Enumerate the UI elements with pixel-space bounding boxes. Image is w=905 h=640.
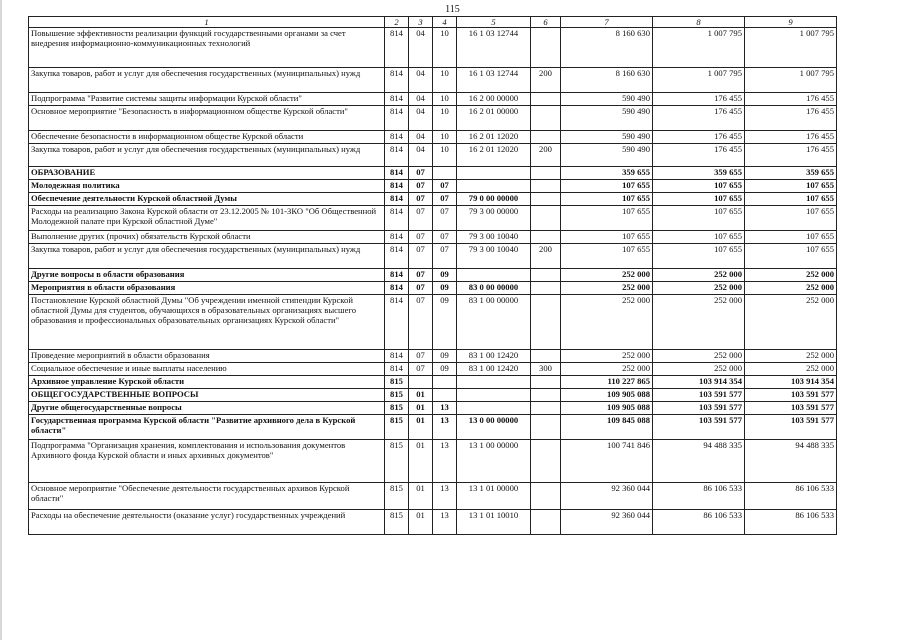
row-admin-code: 815: [385, 402, 409, 415]
row-subsection: 10: [433, 28, 457, 68]
table-row: [29, 167, 837, 180]
row-amount-2: 86 106 533: [653, 483, 745, 510]
row-admin-code: 814: [385, 269, 409, 282]
row-section: [409, 376, 433, 389]
row-amount-2: 176 455: [653, 106, 745, 131]
row-target-article: 16 2 00 00000: [457, 93, 531, 106]
col-header: 5: [457, 17, 531, 28]
table-row: [29, 269, 837, 282]
row-admin-code: 814: [385, 93, 409, 106]
row-admin-code: 814: [385, 363, 409, 376]
row-amount-3: 107 655: [745, 244, 837, 269]
row-amount-1: 8 160 630: [561, 68, 653, 93]
row-section: 07: [409, 350, 433, 363]
row-subsection: 07: [433, 180, 457, 193]
table-row: [29, 231, 837, 244]
row-amount-3: 176 455: [745, 131, 837, 144]
row-expense-type: 300: [531, 363, 561, 376]
row-expense-type: [531, 350, 561, 363]
row-section: 04: [409, 144, 433, 167]
row-amount-1: 92 360 044: [561, 483, 653, 510]
row-section: 07: [409, 363, 433, 376]
row-target-article: 13 0 00 00000: [457, 415, 531, 440]
row-subsection: 13: [433, 440, 457, 483]
row-subsection: 07: [433, 206, 457, 231]
table-row: [29, 440, 837, 483]
row-section: 07: [409, 282, 433, 295]
row-target-article: [457, 269, 531, 282]
column-number-header: [29, 17, 837, 28]
row-target-article: 16 1 03 12744: [457, 28, 531, 68]
row-target-article: 13 1 01 00000: [457, 483, 531, 510]
row-target-article: [457, 167, 531, 180]
row-admin-code: 814: [385, 244, 409, 269]
row-amount-2: 1 007 795: [653, 28, 745, 68]
col-header: 1: [29, 17, 385, 28]
row-expense-type: [531, 389, 561, 402]
row-amount-2: 107 655: [653, 193, 745, 206]
row-amount-3: 252 000: [745, 269, 837, 282]
row-section: 07: [409, 180, 433, 193]
row-amount-1: 110 227 865: [561, 376, 653, 389]
row-subsection: 09: [433, 350, 457, 363]
row-expense-type: [531, 402, 561, 415]
row-admin-code: 815: [385, 440, 409, 483]
row-amount-2: 252 000: [653, 350, 745, 363]
row-amount-2: 103 591 577: [653, 402, 745, 415]
row-amount-3: 176 455: [745, 144, 837, 167]
row-amount-2: 103 591 577: [653, 415, 745, 440]
row-name: Молодежная политика: [29, 180, 385, 193]
row-name: Выполнение других (прочих) обязательств Курской области: [29, 231, 385, 244]
table-row: [29, 389, 837, 402]
row-amount-1: 109 845 088: [561, 415, 653, 440]
row-amount-3: 1 007 795: [745, 28, 837, 68]
col-header: 7: [561, 17, 653, 28]
table-row: [29, 483, 837, 510]
table-row: [29, 402, 837, 415]
row-section: 04: [409, 68, 433, 93]
row-subsection: [433, 376, 457, 389]
row-name: Другие общегосударственные вопросы: [29, 402, 385, 415]
row-admin-code: 815: [385, 510, 409, 535]
table-row: [29, 244, 837, 269]
row-amount-2: 107 655: [653, 244, 745, 269]
row-target-article: 16 2 01 12020: [457, 144, 531, 167]
table-row: [29, 282, 837, 295]
row-name: Основное мероприятие "Безопасность в информационном обществе Курской области": [29, 106, 385, 131]
row-expense-type: [531, 295, 561, 350]
row-amount-1: 590 490: [561, 106, 653, 131]
row-expense-type: [531, 440, 561, 483]
row-admin-code: 814: [385, 193, 409, 206]
row-amount-1: 252 000: [561, 363, 653, 376]
col-header: 2: [385, 17, 409, 28]
row-target-article: 79 0 00 00000: [457, 193, 531, 206]
table-row: [29, 376, 837, 389]
row-amount-3: 252 000: [745, 350, 837, 363]
row-name: Расходы на реализацию Закона Курской области от 23.12.2005 № 101-ЗКО "Об Общественной Молодежной палате при Курской областной Думе": [29, 206, 385, 231]
table-row: [29, 206, 837, 231]
row-target-article: 79 3 00 00000: [457, 206, 531, 231]
table-row: [29, 28, 837, 68]
row-subsection: 09: [433, 282, 457, 295]
row-admin-code: 814: [385, 167, 409, 180]
row-amount-3: 94 488 335: [745, 440, 837, 483]
row-amount-3: 86 106 533: [745, 510, 837, 535]
row-subsection: 07: [433, 231, 457, 244]
row-section: 07: [409, 193, 433, 206]
row-target-article: [457, 389, 531, 402]
row-amount-1: 252 000: [561, 282, 653, 295]
row-admin-code: 814: [385, 144, 409, 167]
table-row: [29, 415, 837, 440]
row-name: ОБРАЗОВАНИЕ: [29, 167, 385, 180]
row-amount-1: 359 655: [561, 167, 653, 180]
row-amount-2: 94 488 335: [653, 440, 745, 483]
row-amount-3: 103 914 354: [745, 376, 837, 389]
table-row: [29, 68, 837, 93]
row-name: Другие вопросы в области образования: [29, 269, 385, 282]
row-name: Мероприятия в области образования: [29, 282, 385, 295]
row-section: 07: [409, 206, 433, 231]
row-target-article: 83 0 00 00000: [457, 282, 531, 295]
row-amount-1: 590 490: [561, 144, 653, 167]
row-amount-1: 252 000: [561, 350, 653, 363]
row-section: 04: [409, 93, 433, 106]
row-amount-1: 590 490: [561, 93, 653, 106]
row-subsection: 13: [433, 415, 457, 440]
row-section: 01: [409, 402, 433, 415]
row-expense-type: [531, 206, 561, 231]
row-section: 07: [409, 295, 433, 350]
row-target-article: 16 2 01 00000: [457, 106, 531, 131]
row-target-article: [457, 402, 531, 415]
table-row: [29, 144, 837, 167]
row-target-article: 83 1 00 12420: [457, 363, 531, 376]
row-amount-2: 103 591 577: [653, 389, 745, 402]
row-subsection: 13: [433, 402, 457, 415]
row-expense-type: [531, 93, 561, 106]
row-subsection: [433, 389, 457, 402]
table-row: [29, 295, 837, 350]
row-section: 01: [409, 483, 433, 510]
row-subsection: 07: [433, 193, 457, 206]
row-section: 07: [409, 167, 433, 180]
row-section: 01: [409, 415, 433, 440]
table-row: [29, 131, 837, 144]
row-name: Повышение эффективности реализации функций государственными органами за счет внедрения информационно-коммуникационных технологий: [29, 28, 385, 68]
row-expense-type: [531, 131, 561, 144]
row-amount-2: 252 000: [653, 363, 745, 376]
row-amount-3: 252 000: [745, 282, 837, 295]
row-target-article: 16 1 03 12744: [457, 68, 531, 93]
row-amount-3: 1 007 795: [745, 68, 837, 93]
row-amount-2: 252 000: [653, 269, 745, 282]
row-name: Обеспечение безопасности в информационном обществе Курской области: [29, 131, 385, 144]
row-amount-1: 107 655: [561, 231, 653, 244]
row-subsection: 09: [433, 363, 457, 376]
row-amount-1: 107 655: [561, 180, 653, 193]
table-row: [29, 350, 837, 363]
row-subsection: [433, 167, 457, 180]
row-expense-type: [531, 193, 561, 206]
row-admin-code: 814: [385, 28, 409, 68]
row-amount-3: 107 655: [745, 206, 837, 231]
row-name: Основное мероприятие "Обеспечение деятельности государственных архивов Курской области": [29, 483, 385, 510]
row-admin-code: 814: [385, 231, 409, 244]
row-section: 04: [409, 28, 433, 68]
row-admin-code: 815: [385, 389, 409, 402]
row-amount-1: 109 905 088: [561, 402, 653, 415]
row-admin-code: 814: [385, 206, 409, 231]
row-amount-3: 103 591 577: [745, 415, 837, 440]
row-expense-type: [531, 28, 561, 68]
row-target-article: 79 3 00 10040: [457, 244, 531, 269]
row-amount-2: 252 000: [653, 295, 745, 350]
row-admin-code: 814: [385, 180, 409, 193]
row-amount-1: 109 905 088: [561, 389, 653, 402]
row-amount-3: 86 106 533: [745, 483, 837, 510]
row-amount-1: 8 160 630: [561, 28, 653, 68]
row-amount-3: 176 455: [745, 93, 837, 106]
table-row: [29, 180, 837, 193]
row-expense-type: [531, 483, 561, 510]
row-section: 04: [409, 131, 433, 144]
row-amount-1: 107 655: [561, 244, 653, 269]
row-target-article: 16 2 01 12020: [457, 131, 531, 144]
row-name: ОБЩЕГОСУДАРСТВЕННЫЕ ВОПРОСЫ: [29, 389, 385, 402]
row-amount-2: 176 455: [653, 131, 745, 144]
row-target-article: 83 1 00 12420: [457, 350, 531, 363]
row-target-article: 79 3 00 10040: [457, 231, 531, 244]
row-expense-type: [531, 282, 561, 295]
row-amount-2: 1 007 795: [653, 68, 745, 93]
row-amount-3: 252 000: [745, 295, 837, 350]
row-amount-2: 86 106 533: [653, 510, 745, 535]
row-name: Закупка товаров, работ и услуг для обеспечения государственных (муниципальных) нужд: [29, 244, 385, 269]
row-amount-1: 252 000: [561, 295, 653, 350]
row-target-article: 13 1 00 00000: [457, 440, 531, 483]
row-amount-2: 107 655: [653, 180, 745, 193]
row-name: Закупка товаров, работ и услуг для обеспечения государственных (муниципальных) нужд: [29, 144, 385, 167]
row-amount-3: 359 655: [745, 167, 837, 180]
col-header: 8: [653, 17, 745, 28]
row-amount-2: 359 655: [653, 167, 745, 180]
row-target-article: [457, 180, 531, 193]
row-amount-3: 107 655: [745, 180, 837, 193]
row-subsection: 07: [433, 244, 457, 269]
row-admin-code: 814: [385, 350, 409, 363]
row-amount-1: 92 360 044: [561, 510, 653, 535]
row-expense-type: 200: [531, 244, 561, 269]
row-subsection: 10: [433, 144, 457, 167]
row-amount-3: 176 455: [745, 106, 837, 131]
row-admin-code: 814: [385, 295, 409, 350]
row-amount-3: 107 655: [745, 193, 837, 206]
row-amount-2: 176 455: [653, 144, 745, 167]
row-subsection: 09: [433, 269, 457, 282]
row-section: 01: [409, 440, 433, 483]
row-expense-type: [531, 510, 561, 535]
row-admin-code: 815: [385, 415, 409, 440]
row-admin-code: 814: [385, 106, 409, 131]
row-expense-type: [531, 376, 561, 389]
row-amount-2: 107 655: [653, 206, 745, 231]
budget-table: [28, 16, 837, 535]
row-name: Расходы на обеспечение деятельности (оказание услуг) государственных учреждений: [29, 510, 385, 535]
table-row: [29, 93, 837, 106]
row-amount-2: 252 000: [653, 282, 745, 295]
row-expense-type: 200: [531, 144, 561, 167]
row-expense-type: [531, 180, 561, 193]
row-name: Проведение мероприятий в области образования: [29, 350, 385, 363]
row-admin-code: 815: [385, 483, 409, 510]
row-amount-1: 100 741 846: [561, 440, 653, 483]
row-amount-3: 103 591 577: [745, 402, 837, 415]
row-name: Закупка товаров, работ и услуг для обеспечения государственных (муниципальных) нужд: [29, 68, 385, 93]
row-section: 07: [409, 244, 433, 269]
row-target-article: 83 1 00 00000: [457, 295, 531, 350]
row-name: Постановление Курской областной Думы "Об учреждении именной стипендии Курской областной Думы для студентов, обучающихся в образовательных организациях высшего образования и профессиональных образовательных организациях Курской области": [29, 295, 385, 350]
row-amount-3: 107 655: [745, 231, 837, 244]
table-row: [29, 510, 837, 535]
row-expense-type: [531, 415, 561, 440]
row-section: 01: [409, 389, 433, 402]
page-edge: [0, 0, 2, 640]
table-row: [29, 363, 837, 376]
row-amount-3: 252 000: [745, 363, 837, 376]
row-amount-2: 107 655: [653, 231, 745, 244]
row-admin-code: 814: [385, 68, 409, 93]
row-subsection: 10: [433, 106, 457, 131]
row-amount-2: 103 914 354: [653, 376, 745, 389]
row-expense-type: 200: [531, 68, 561, 93]
row-amount-1: 107 655: [561, 193, 653, 206]
row-amount-1: 252 000: [561, 269, 653, 282]
row-amount-3: 103 591 577: [745, 389, 837, 402]
row-subsection: 13: [433, 510, 457, 535]
row-name: Обеспечение деятельности Курской областной Думы: [29, 193, 385, 206]
row-subsection: 09: [433, 295, 457, 350]
row-subsection: 10: [433, 68, 457, 93]
row-amount-2: 176 455: [653, 93, 745, 106]
row-amount-1: 107 655: [561, 206, 653, 231]
row-section: 04: [409, 106, 433, 131]
row-admin-code: 815: [385, 376, 409, 389]
table-row: [29, 193, 837, 206]
row-name: Государственная программа Курской области "Развитие архивного дела в Курской области": [29, 415, 385, 440]
row-name: Архивное управление Курской области: [29, 376, 385, 389]
col-header: 9: [745, 17, 837, 28]
table-row: [29, 106, 837, 131]
row-admin-code: 814: [385, 131, 409, 144]
col-header: 3: [409, 17, 433, 28]
row-name: Социальное обеспечение и иные выплаты населению: [29, 363, 385, 376]
row-expense-type: [531, 167, 561, 180]
row-target-article: [457, 376, 531, 389]
row-amount-1: 590 490: [561, 131, 653, 144]
row-name: Подпрограмма "Развитие системы защиты информации Курской области": [29, 93, 385, 106]
row-expense-type: [531, 231, 561, 244]
row-subsection: 13: [433, 483, 457, 510]
row-admin-code: 814: [385, 282, 409, 295]
row-target-article: 13 1 01 10010: [457, 510, 531, 535]
row-section: 07: [409, 231, 433, 244]
row-section: 07: [409, 269, 433, 282]
row-subsection: 10: [433, 131, 457, 144]
row-name: Подпрограмма "Организация хранения, комплектования и использования документов Архивного фонда Курской области и иных архивных документов": [29, 440, 385, 483]
row-section: 01: [409, 510, 433, 535]
row-expense-type: [531, 106, 561, 131]
row-subsection: 10: [433, 93, 457, 106]
page-number: 115: [445, 4, 460, 15]
col-header: 4: [433, 17, 457, 28]
col-header: 6: [531, 17, 561, 28]
row-expense-type: [531, 269, 561, 282]
